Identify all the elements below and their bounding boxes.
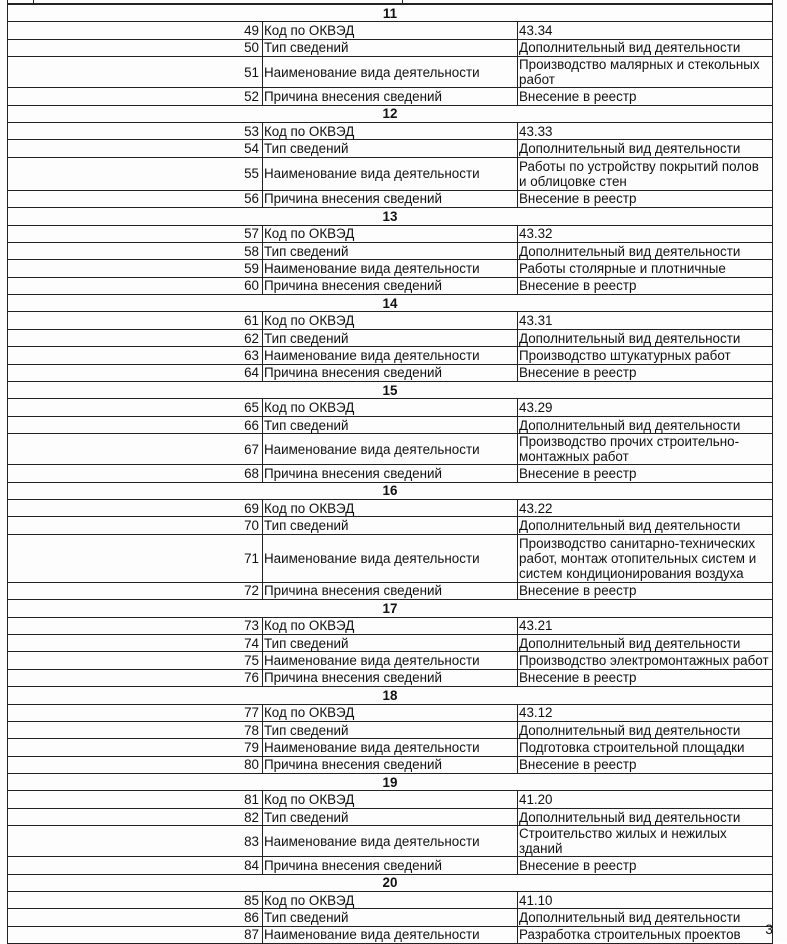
- field-value: Производство малярных и стекольных работ: [518, 57, 773, 88]
- field-value: Внесение в реестр: [518, 364, 773, 381]
- row-number: 70: [8, 517, 263, 534]
- row-number: 60: [8, 277, 263, 294]
- field-label: Причина внесения сведений: [263, 465, 518, 482]
- field-value: Разработка строительных проектов: [518, 926, 773, 943]
- group-header-row: [8, 687, 773, 704]
- field-value: Внесение в реестр: [518, 88, 773, 105]
- table-row: [8, 739, 773, 756]
- group-header-row: [8, 208, 773, 225]
- table-row: [8, 499, 773, 516]
- table-row: [8, 277, 773, 294]
- table-row: [8, 140, 773, 157]
- table-row: [8, 22, 773, 39]
- row-number: 76: [8, 669, 263, 686]
- row-number: 86: [8, 909, 263, 926]
- table-row: [8, 721, 773, 738]
- group-number: 12: [8, 105, 773, 122]
- field-value: 43.33: [518, 122, 773, 139]
- table-body: [8, 5, 773, 944]
- field-value: Дополнительный вид деятельности: [518, 517, 773, 534]
- field-label: Код по ОКВЭД: [263, 892, 518, 909]
- row-number: 79: [8, 739, 263, 756]
- field-label: Наименование вида деятельности: [263, 739, 518, 756]
- table-row: [8, 399, 773, 416]
- row-number: 71: [8, 534, 263, 582]
- table-row: [8, 669, 773, 686]
- table-row: [8, 826, 773, 857]
- field-label: Причина внесения сведений: [263, 669, 518, 686]
- field-value: Внесение в реестр: [518, 277, 773, 294]
- table-row: [8, 634, 773, 651]
- field-value: 41.10: [518, 892, 773, 909]
- row-number: 59: [8, 260, 263, 277]
- table-row: [8, 465, 773, 482]
- row-number: 69: [8, 499, 263, 516]
- field-value: 43.34: [518, 22, 773, 39]
- field-value: Дополнительный вид деятельности: [518, 909, 773, 926]
- group-number: 16: [8, 482, 773, 499]
- field-value: Строительство жилых и нежилых зданий: [518, 826, 773, 857]
- row-number: 52: [8, 88, 263, 105]
- table-row: [8, 225, 773, 242]
- group-header-row: [8, 295, 773, 312]
- okved-activities-table: [7, 4, 773, 944]
- group-number: 18: [8, 687, 773, 704]
- table-row: [8, 347, 773, 364]
- row-number: 53: [8, 122, 263, 139]
- row-number: 49: [8, 22, 263, 39]
- table-row: [8, 260, 773, 277]
- field-value: Дополнительный вид деятельности: [518, 242, 773, 259]
- group-header-row: [8, 382, 773, 399]
- table-row: [8, 909, 773, 926]
- field-value: Работы столярные и плотничные: [518, 260, 773, 277]
- field-label: Причина внесения сведений: [263, 364, 518, 381]
- field-label: Наименование вида деятельности: [263, 347, 518, 364]
- field-label: Тип сведений: [263, 39, 518, 56]
- field-value: Внесение в реестр: [518, 669, 773, 686]
- group-header-row: [8, 5, 773, 22]
- field-label: Тип сведений: [263, 909, 518, 926]
- field-label: Тип сведений: [263, 634, 518, 651]
- row-number: 63: [8, 347, 263, 364]
- row-number: 78: [8, 721, 263, 738]
- row-number: 51: [8, 57, 263, 88]
- row-number: 61: [8, 312, 263, 329]
- table-row: [8, 704, 773, 721]
- group-number: 13: [8, 208, 773, 225]
- group-number: 15: [8, 382, 773, 399]
- field-label: Причина внесения сведений: [263, 857, 518, 874]
- table-row: [8, 364, 773, 381]
- field-value: 43.31: [518, 312, 773, 329]
- table-row: [8, 190, 773, 207]
- field-label: Причина внесения сведений: [263, 277, 518, 294]
- row-number: 73: [8, 617, 263, 634]
- table-row: [8, 892, 773, 909]
- group-header-row: [8, 482, 773, 499]
- field-label: Наименование вида деятельности: [263, 826, 518, 857]
- row-number: 80: [8, 756, 263, 773]
- table-row: [8, 582, 773, 599]
- field-label: Причина внесения сведений: [263, 582, 518, 599]
- field-label: Наименование вида деятельности: [263, 157, 518, 190]
- field-value: Внесение в реестр: [518, 756, 773, 773]
- field-value: Дополнительный вид деятельности: [518, 140, 773, 157]
- table-row: [8, 791, 773, 808]
- row-number: 85: [8, 892, 263, 909]
- field-label: Тип сведений: [263, 242, 518, 259]
- field-value: Производство штукатурных работ: [518, 347, 773, 364]
- group-number: 20: [8, 874, 773, 891]
- row-number: 67: [8, 434, 263, 465]
- field-label: Код по ОКВЭД: [263, 704, 518, 721]
- table-row: [8, 88, 773, 105]
- table-row: [8, 534, 773, 582]
- field-value: Дополнительный вид деятельности: [518, 634, 773, 651]
- column-divider: [402, 0, 403, 3]
- group-number: 11: [8, 5, 773, 22]
- field-label: Наименование вида деятельности: [263, 652, 518, 669]
- column-divider: [33, 0, 34, 3]
- table-row: [8, 122, 773, 139]
- field-label: Наименование вида деятельности: [263, 434, 518, 465]
- field-label: Код по ОКВЭД: [263, 312, 518, 329]
- field-label: Наименование вида деятельности: [263, 926, 518, 943]
- field-label: Тип сведений: [263, 721, 518, 738]
- field-value: Производство прочих строительно-монтажных работ: [518, 434, 773, 465]
- group-header-row: [8, 774, 773, 791]
- field-label: Код по ОКВЭД: [263, 791, 518, 808]
- row-number: 84: [8, 857, 263, 874]
- row-number: 83: [8, 826, 263, 857]
- field-value: 41.20: [518, 791, 773, 808]
- group-number: 19: [8, 774, 773, 791]
- table-row: [8, 617, 773, 634]
- row-number: 64: [8, 364, 263, 381]
- row-number: 74: [8, 634, 263, 651]
- page-number: 3: [765, 921, 773, 937]
- group-header-row: [8, 874, 773, 891]
- table-row: [8, 808, 773, 825]
- row-number: 66: [8, 416, 263, 433]
- table-row: [8, 756, 773, 773]
- row-number: 77: [8, 704, 263, 721]
- table-row: [8, 857, 773, 874]
- field-value: Дополнительный вид деятельности: [518, 329, 773, 346]
- table-row: [8, 157, 773, 190]
- field-value: 43.22: [518, 499, 773, 516]
- field-value: Внесение в реестр: [518, 190, 773, 207]
- group-header-row: [8, 600, 773, 617]
- field-label: Код по ОКВЭД: [263, 499, 518, 516]
- field-value: Производство санитарно-технических работ, монтаж отопительных систем и систем кондиционирования воздуха: [518, 534, 773, 582]
- field-label: Тип сведений: [263, 329, 518, 346]
- field-value: Производство электромонтажных работ: [518, 652, 773, 669]
- group-number: 17: [8, 600, 773, 617]
- field-label: Наименование вида деятельности: [263, 57, 518, 88]
- row-number: 65: [8, 399, 263, 416]
- field-label: Тип сведений: [263, 416, 518, 433]
- row-number: 54: [8, 140, 263, 157]
- table-row: [8, 416, 773, 433]
- table-row: [8, 312, 773, 329]
- row-number: 82: [8, 808, 263, 825]
- row-number: 68: [8, 465, 263, 482]
- field-value: Дополнительный вид деятельности: [518, 808, 773, 825]
- field-label: Код по ОКВЭД: [263, 22, 518, 39]
- table-row: [8, 39, 773, 56]
- field-label: Причина внесения сведений: [263, 88, 518, 105]
- group-number: 14: [8, 295, 773, 312]
- table-row: [8, 242, 773, 259]
- field-label: Причина внесения сведений: [263, 190, 518, 207]
- row-number: 62: [8, 329, 263, 346]
- field-label: Наименование вида деятельности: [263, 260, 518, 277]
- field-label: Код по ОКВЭД: [263, 399, 518, 416]
- row-number: 57: [8, 225, 263, 242]
- group-header-row: [8, 105, 773, 122]
- table-row: [8, 652, 773, 669]
- field-label: Тип сведений: [263, 140, 518, 157]
- row-number: 55: [8, 157, 263, 190]
- field-value: Дополнительный вид деятельности: [518, 416, 773, 433]
- field-value: Внесение в реестр: [518, 857, 773, 874]
- field-label: Тип сведений: [263, 808, 518, 825]
- table-row: [8, 57, 773, 88]
- field-label: Тип сведений: [263, 517, 518, 534]
- row-number: 81: [8, 791, 263, 808]
- field-label: Код по ОКВЭД: [263, 225, 518, 242]
- field-value: Внесение в реестр: [518, 582, 773, 599]
- row-number: 72: [8, 582, 263, 599]
- field-label: Причина внесения сведений: [263, 756, 518, 773]
- field-value: Подготовка строительной площадки: [518, 739, 773, 756]
- field-label: Код по ОКВЭД: [263, 122, 518, 139]
- field-label: Код по ОКВЭД: [263, 617, 518, 634]
- field-value: 43.29: [518, 399, 773, 416]
- field-value: 43.32: [518, 225, 773, 242]
- field-value: Внесение в реестр: [518, 465, 773, 482]
- table-row: [8, 434, 773, 465]
- table-row: [8, 517, 773, 534]
- row-number: 50: [8, 39, 263, 56]
- row-number: 56: [8, 190, 263, 207]
- row-number: 75: [8, 652, 263, 669]
- field-value: 43.12: [518, 704, 773, 721]
- field-value: 43.21: [518, 617, 773, 634]
- row-number: 87: [8, 926, 263, 943]
- table-row: [8, 329, 773, 346]
- row-number: 58: [8, 242, 263, 259]
- field-value: Работы по устройству покрытий полов и облицовке стен: [518, 157, 773, 190]
- table-row: [8, 926, 773, 943]
- field-label: Наименование вида деятельности: [263, 534, 518, 582]
- field-value: Дополнительный вид деятельности: [518, 39, 773, 56]
- field-value: Дополнительный вид деятельности: [518, 721, 773, 738]
